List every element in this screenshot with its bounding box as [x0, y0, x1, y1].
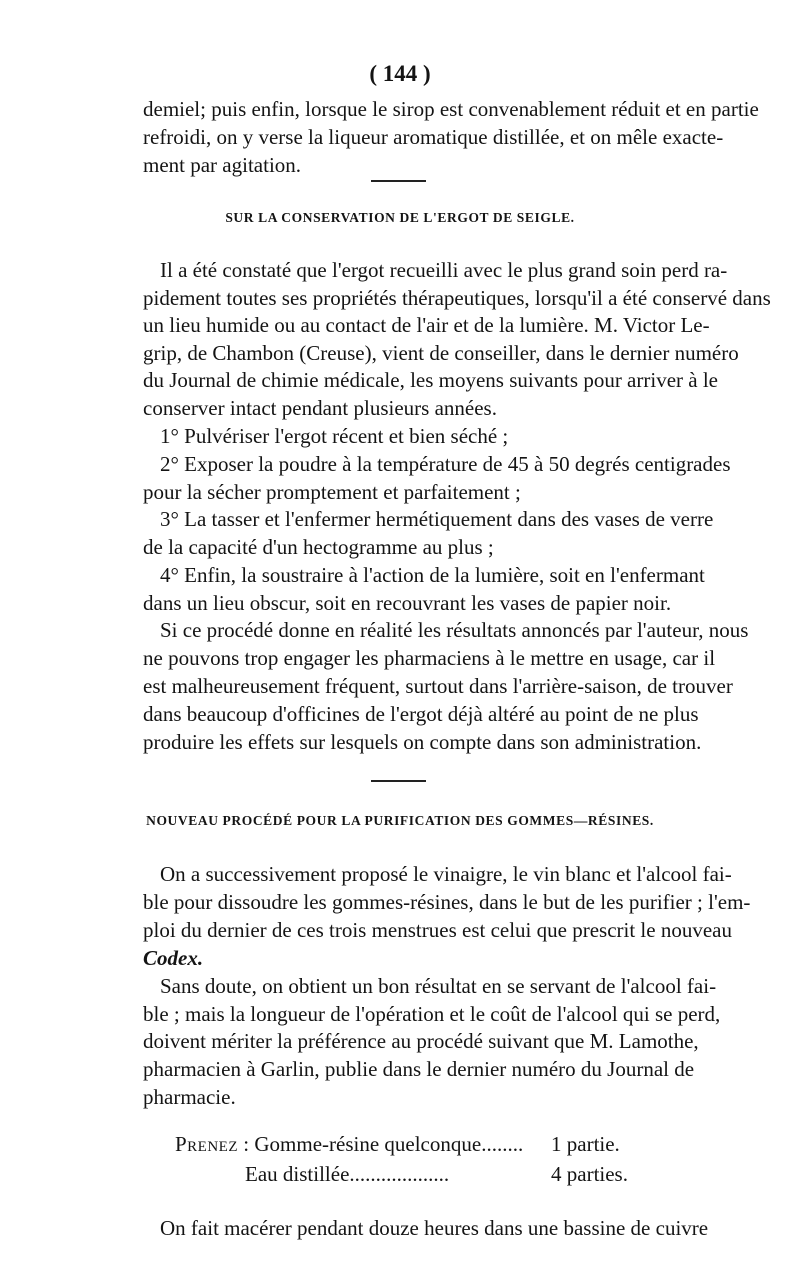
text-line: On fait macérer pendant douze heures dans une bassine de cuivre [160, 1216, 709, 1240]
text-line: dans beaucoup d'officines de l'ergot déjà altéré au point de ne plus [143, 702, 699, 726]
list-item: 1° Pulvériser l'ergot récent et bien séché ; [160, 424, 509, 448]
text-line: ploi du dernier de ces trois menstrues est celui que prescrit le nouveau [143, 918, 732, 942]
section-heading-ergot: SUR LA CONSERVATION DE L'ERGOT DE SEIGLE. [225, 210, 575, 225]
text-line: conserver intact pendant plusieurs années. [143, 396, 497, 420]
list-item: 4° Enfin, la soustraire à l'action de la lumière, soit en l'enfermant [160, 563, 705, 587]
text-line: refroidi, on y verse la liqueur aromatique distillée, et on mêle exacte- [143, 125, 724, 149]
text-line: produire les effets sur lesquels on compte dans son administration. [143, 730, 702, 754]
section-divider [371, 180, 426, 182]
list-item: 3° La tasser et l'enfermer hermétiquement dans des vases de verre [160, 507, 714, 531]
text-line: Si ce procédé donne en réalité les résultats annoncés par l'auteur, nous [160, 618, 749, 642]
text-line: dans un lieu obscur, soit en recouvrant les vases de papier noir. [143, 591, 672, 615]
page-number: ( 144 ) [369, 61, 431, 86]
section-divider [371, 780, 426, 782]
text-line: pour la sécher promptement et parfaitement ; [143, 480, 521, 504]
recipe-quantity: 1 partie. [551, 1132, 620, 1156]
recipe-line-1 [175, 1130, 523, 1158]
text-line: Sans doute, on obtient un bon résultat en se servant de l'alcool fai- [160, 974, 717, 998]
text-line: est malheureusement fréquent, surtout dans l'arrière-saison, de trouver [143, 674, 733, 698]
recipe-quantity: 4 parties. [551, 1162, 628, 1186]
text-line: ne pouvons trop engager les pharmaciens à le mettre en usage, car il [143, 646, 716, 670]
text-line: un lieu humide ou au contact de l'air et de la lumière. M. Victor Le- [143, 313, 710, 337]
recipe-label: Prenez [175, 1132, 239, 1156]
text-line: demiel; puis enfin, lorsque le sirop est convenablement réduit et en partie [143, 97, 759, 121]
text-line: ble ; mais la longueur de l'opération et le coût de l'alcool qui se perd, [143, 1002, 721, 1026]
text-line: grip, de Chambon (Creuse), vient de conseiller, dans le dernier numéro [143, 341, 739, 365]
text-line: ment par agitation. [143, 153, 302, 177]
text-line-codex: Codex. [143, 946, 204, 970]
text-line: doivent mériter la préférence au procédé suivant que M. Lamothe, [143, 1029, 699, 1053]
text-line: On a successivement proposé le vinaigre, le vin blanc et l'alcool fai- [160, 862, 732, 886]
section-heading-gommes-resines: NOUVEAU PROCÉDÉ POUR LA PURIFICATION DES GOMMES—RÉSINES. [146, 813, 654, 828]
text-line: du Journal de chimie médicale, les moyens suivants pour arriver à le [143, 368, 718, 392]
text-line: ble pour dissoudre les gommes-résines, dans le but de les purifier ; l'em- [143, 890, 751, 914]
text-line: de la capacité d'un hectogramme au plus ; [143, 535, 494, 559]
list-item: 2° Exposer la poudre à la température de 45 à 50 degrés centigrades [160, 452, 731, 476]
recipe-separator: : [243, 1132, 250, 1156]
text-line: Il a été constaté que l'ergot recueilli avec le plus grand soin perd ra- [160, 258, 728, 282]
text-line: pidement toutes ses propriétés thérapeutiques, lorsqu'il a été conservé dans [143, 286, 771, 310]
recipe-item: Gomme-résine quelconque........ [254, 1132, 524, 1156]
recipe-item: Eau distillée................... [245, 1162, 450, 1186]
text-line: pharmacien à Garlin, publie dans le dernier numéro du Journal de [143, 1057, 695, 1081]
text-line: pharmacie. [143, 1085, 236, 1109]
